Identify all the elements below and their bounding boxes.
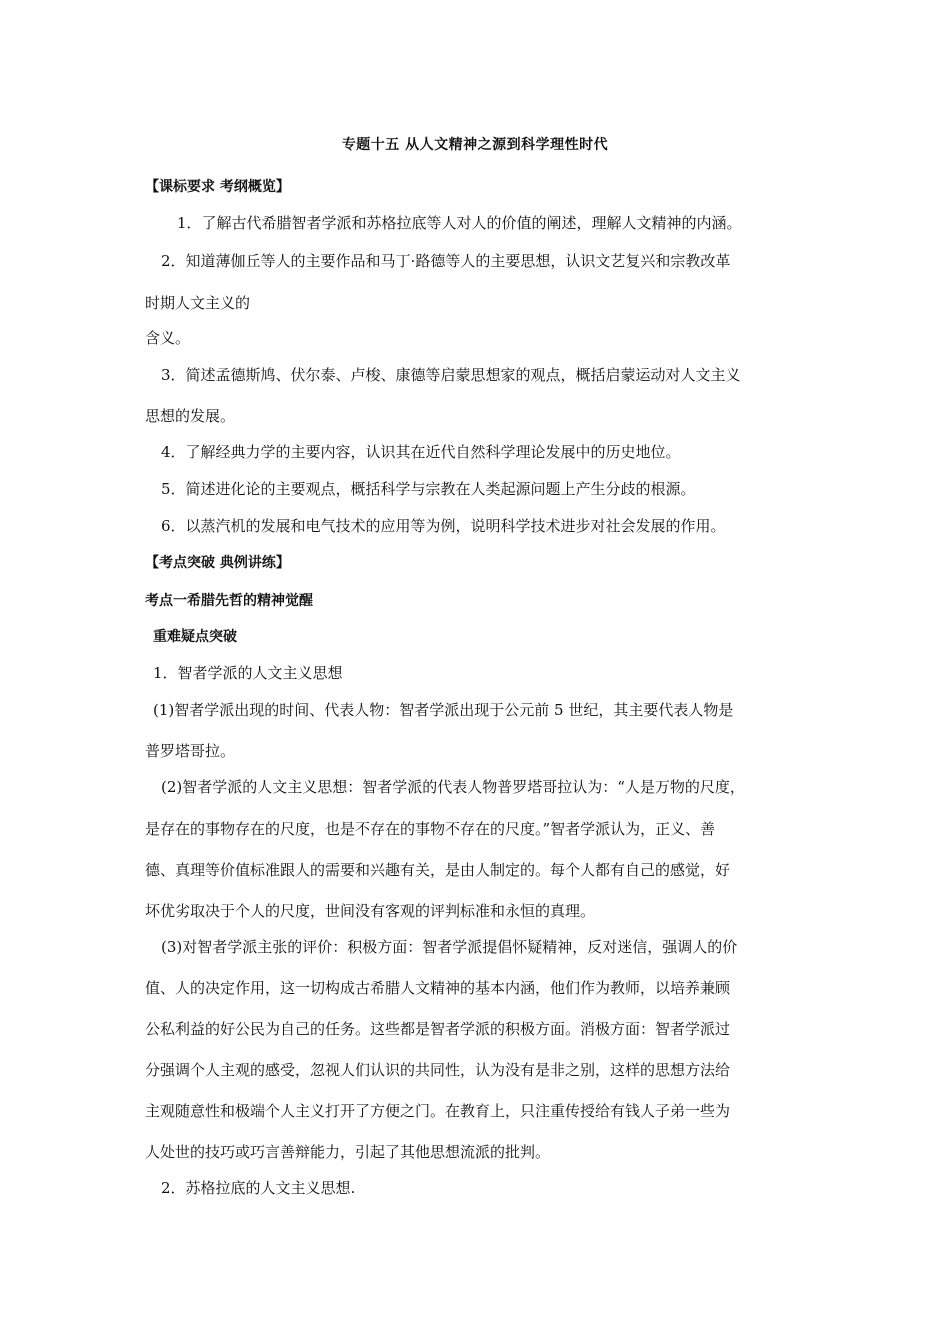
- paragraph-1-line-1: (1)智者学派出现的时间、代表人物：智者学派出现于公元前 5 世纪，其主要代表人物是: [153, 701, 734, 719]
- paragraph-3-line-4: 分强调个人主观的感受，忽视人们认识的共同性，认为没有是非之别，这样的思想方法给: [145, 1061, 731, 1079]
- paragraph-3-line-3: 公私利益的好公民为自己的任务。这些都是智者学派的积极方面。消极方面：智者学派过: [145, 1020, 731, 1038]
- requirement-2-line-1: 2．知道薄伽丘等人的主要作品和马丁·路德等人的主要思想，认识文艺复兴和宗教改革: [161, 252, 731, 270]
- paragraph-2-line-2: 是存在的事物存在的尺度，也是不存在的事物不存在的尺度。”智者学派认为，正义、善: [145, 820, 716, 838]
- point-2-title: 2．苏格拉底的人文主义思想.: [161, 1179, 356, 1197]
- paragraph-1-line-2: 普罗塔哥拉。: [145, 742, 236, 760]
- section-heading-breakthrough: 【考点突破 典例讲练】: [145, 555, 290, 571]
- paragraph-2-line-1: (2)智者学派的人文主义思想：智者学派的代表人物普罗塔哥拉认为：“人是万物的尺度，: [161, 778, 745, 796]
- subheading-key-points: 重难疑点突破: [153, 629, 237, 645]
- point-1-title: 1．智者学派的人文主义思想: [153, 664, 343, 682]
- paragraph-3-line-1: (3)对智者学派主张的评价：积极方面：智者学派提倡怀疑精神，反对迷信，强调人的价: [161, 938, 738, 956]
- paragraph-3-line-6: 人处世的技巧或巧言善辩能力，引起了其他思想流派的批判。: [145, 1143, 551, 1161]
- requirement-4: 4．了解经典力学的主要内容，认识其在近代自然科学理论发展中的历史地位。: [161, 443, 681, 461]
- document-title: 专题十五 从人文精神之源到科学理性时代: [341, 137, 609, 153]
- paragraph-3-line-2: 值、人的决定作用，这一切构成古希腊人文精神的基本内涵，他们作为教师，以培养兼顾: [145, 979, 731, 997]
- requirement-5: 5．简述进化论的主要观点，概括科学与宗教在人类起源问题上产生分歧的根源。: [161, 480, 696, 498]
- topic-1-heading: 考点一希腊先哲的精神觉醒: [145, 593, 313, 609]
- requirement-2-line-2: 时期人文主义的: [145, 294, 251, 312]
- requirement-3-line-2: 思想的发展。: [145, 407, 236, 425]
- requirement-2-line-3: 含义。: [145, 329, 191, 347]
- requirement-1: 1．了解古代希腊智者学派和苏格拉底等人对人的价值的阐述，理解人文精神的内涵。: [177, 214, 742, 232]
- requirement-3-line-1: 3．简述孟德斯鸠、伏尔泰、卢梭、康德等启蒙思想家的观点，概括启蒙运动对人文主义: [161, 366, 741, 384]
- requirement-6: 6．以蒸汽机的发展和电气技术的应用等为例，说明科学技术进步对社会发展的作用。: [161, 517, 726, 535]
- paragraph-3-line-5: 主观随意性和极端个人主义打开了方便之门。在教育上，只注重传授给有钱人子弟一些为: [145, 1102, 731, 1120]
- paragraph-2-line-3: 德、真理等价值标准跟人的需要和兴趣有关，是由人制定的。每个人都有自己的感觉，好: [145, 861, 731, 879]
- section-heading-curriculum: 【课标要求 考纲概览】: [145, 179, 290, 195]
- paragraph-2-line-4: 坏优劣取决于个人的尺度，世间没有客观的评判标准和永恒的真理。: [145, 902, 596, 920]
